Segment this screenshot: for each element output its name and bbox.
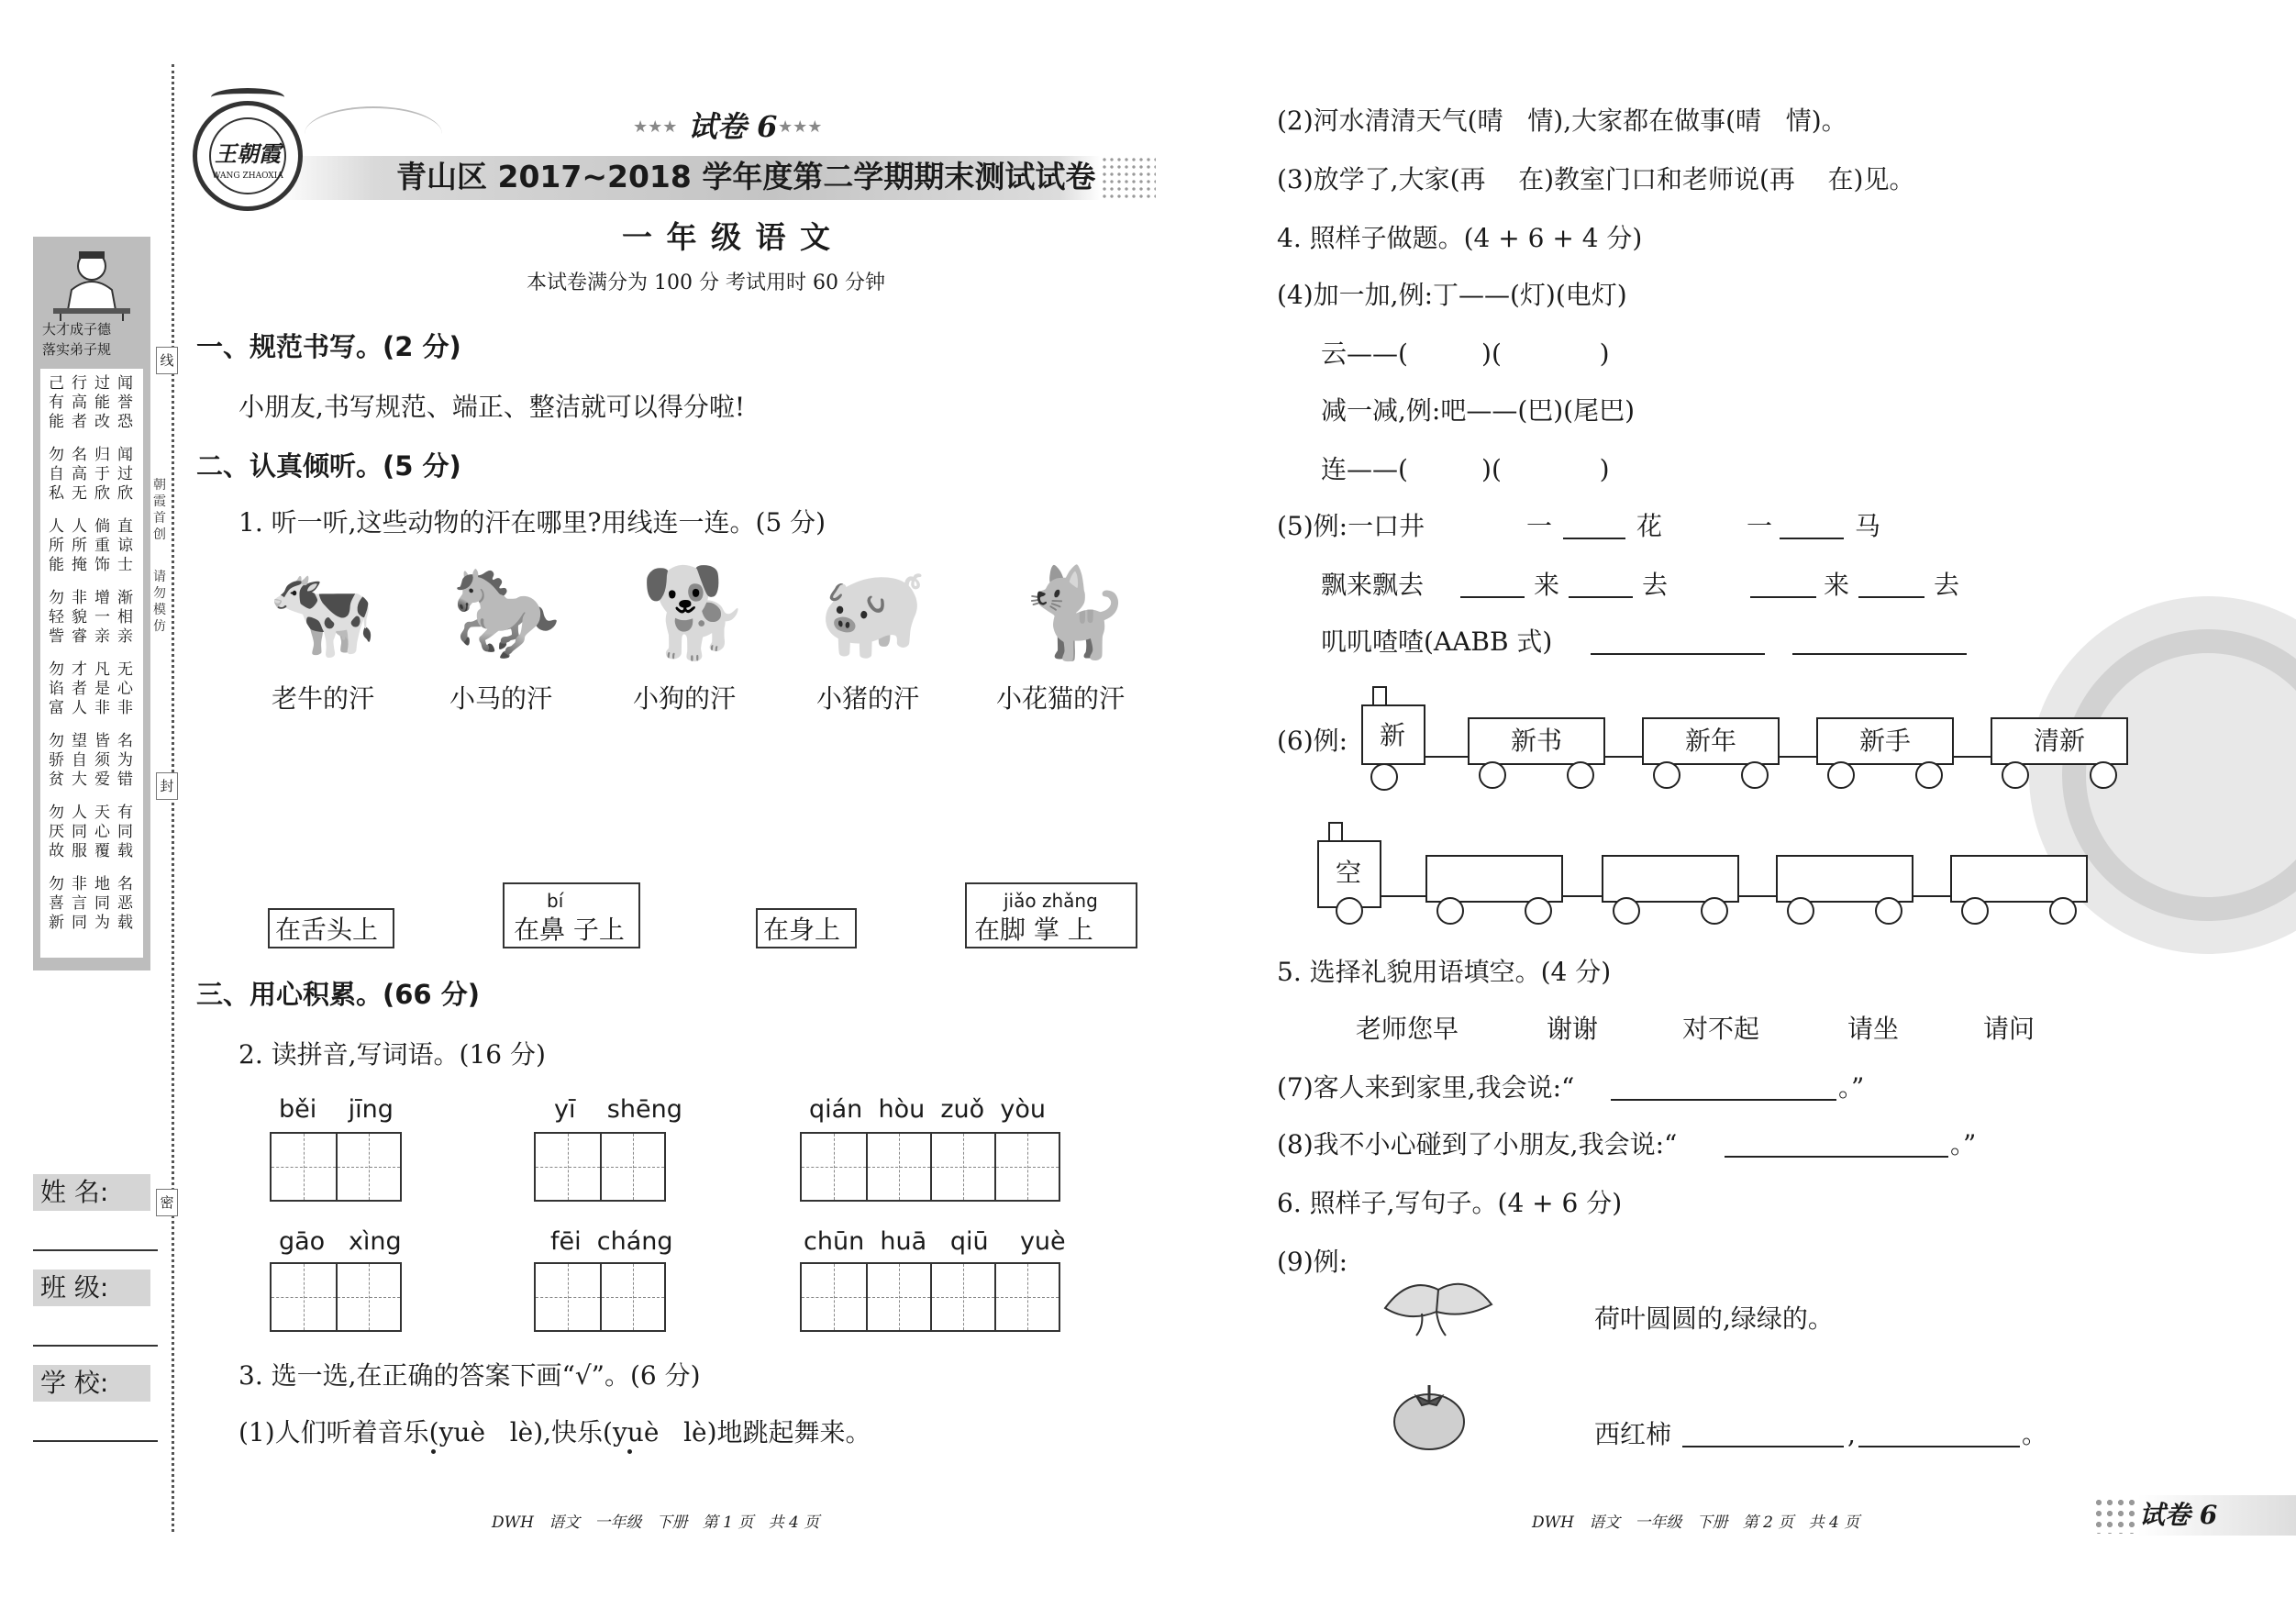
train1-coupler (1780, 756, 1816, 758)
q4-5-blank-c3[interactable] (1750, 596, 1816, 598)
stars-right: ★★★ (778, 117, 823, 137)
q4-6-example: (6)例: (1277, 726, 1348, 756)
q4-5-one-a: 一 (1526, 511, 1553, 541)
train1-wheel (1741, 761, 1769, 789)
part3-q3-3: (3)放学了,大家(再 在)教室门口和老师说(再 在)见。 (1277, 164, 1915, 194)
footer-badge-text: 试卷 6 (2139, 1500, 2218, 1530)
place-paw-pinyin: jiǎo zhǎng (1004, 890, 1098, 912)
q6-task-subject: 西红柿 (1594, 1419, 1672, 1449)
q6-blank-2[interactable] (1858, 1446, 2020, 1447)
q5-7-blank[interactable] (1611, 1099, 1836, 1101)
footer-right: DWH 语文 一年级 下册 第 2 页 共 4 页 (1532, 1514, 1860, 1532)
q4-5-blank-d1[interactable] (1591, 653, 1765, 655)
dizigui-column: 人所掩 (72, 517, 87, 574)
dizigui-column: 闻誉恐 (117, 374, 133, 431)
footer-badge-dots (2093, 1497, 2135, 1534)
write-grid-gaoxing[interactable] (270, 1262, 402, 1332)
part3-q5: 5. 选择礼貌用语填空。(4 分) (1277, 957, 1612, 987)
pinyin-gaoxing: gāo xìng (279, 1227, 402, 1256)
dizigui-column: 增一亲 (94, 589, 110, 646)
q5-8-end: 。” (1950, 1129, 1977, 1159)
train2-wheel (1613, 897, 1640, 925)
q4-5-blank-d2[interactable] (1792, 653, 1967, 655)
school-field[interactable] (33, 1440, 158, 1442)
q5-8-text: (8)我不小心碰到了小朋友,我会说:“ (1277, 1129, 1678, 1159)
write-grid-yisheng[interactable] (534, 1132, 666, 1202)
train2-car-2[interactable] (1602, 855, 1739, 903)
stars-left: ★★★ (633, 117, 678, 137)
train1-chimney (1372, 686, 1387, 706)
write-grid-feichang[interactable] (534, 1262, 666, 1332)
train1-engine (1361, 704, 1425, 765)
dizigui-column: 倘重饰 (94, 517, 110, 574)
train1-coupler (1954, 756, 1991, 758)
q4-5-blank-b[interactable] (1780, 538, 1844, 539)
train2-engine-text: 空 (1336, 858, 1362, 888)
train2-wheel (1875, 897, 1902, 925)
polite-phrase-1: 老师您早 (1356, 1014, 1459, 1044)
dizigui-column: 凡是非 (94, 660, 110, 717)
class-field[interactable] (33, 1345, 158, 1347)
q6-9-label: (9)例: (1277, 1247, 1348, 1277)
dizigui-column: 归于欣 (94, 446, 110, 503)
logo-subtext: WANG ZHAOXIA (212, 172, 283, 181)
dizigui-column: 望自大 (72, 732, 87, 789)
write-grid-beijing[interactable] (270, 1132, 402, 1202)
train1-car-3: 新手 (1816, 717, 1954, 765)
name-field[interactable] (33, 1249, 158, 1251)
place-body-text: 在身上 (763, 915, 841, 945)
q6-example-sentence: 荷叶圆圆的,绿绿的。 (1594, 1303, 1834, 1334)
part3-q4: 4. 照样子做题。(4 + 6 + 4 分) (1277, 223, 1643, 253)
footer-left: DWH 语文 一年级 下册 第 1 页 共 4 页 (492, 1514, 820, 1532)
train2-wheel (1701, 897, 1728, 925)
part2-heading: 二、认真倾听。(5 分) (196, 450, 461, 482)
train1-coupler (1425, 756, 1468, 758)
q4-5-qu-1: 去 (1642, 570, 1669, 600)
train2-coupler (1739, 895, 1776, 897)
part3-q3: 3. 选一选,在正确的答案下画“√”。(6 分) (238, 1360, 701, 1391)
part3-q3-1: (1)人们听着音乐(yuè lè),快乐(yuè lè)地跳起舞来。 (238, 1417, 871, 1447)
place-tongue[interactable] (268, 908, 394, 948)
place-tongue-text: 在舌头上 (275, 915, 379, 945)
horse-icon: 🐎 (451, 561, 561, 664)
train2-wheel (2049, 897, 2077, 925)
dizigui-column: 名高无 (72, 446, 87, 503)
motto-bottom: 落实弟子规 (42, 341, 112, 358)
train2-chimney (1328, 822, 1343, 842)
pinyin-chunhuaqiuyue: chūn huā qiū yuè (804, 1227, 1066, 1256)
tomato-icon (1391, 1380, 1468, 1453)
train1-wheel (1827, 761, 1855, 789)
train2-car-1[interactable] (1425, 855, 1563, 903)
tag-xian: 线 (156, 347, 178, 374)
q6-comma: , (1847, 1419, 1856, 1449)
part3-heading: 三、用心积累。(66 分) (196, 979, 480, 1010)
dizigui-column: 直谅士 (117, 517, 133, 574)
dizigui-column: 地同为 (94, 875, 110, 932)
dizigui-column: 才者人 (72, 660, 87, 717)
tag-feng: 封 (156, 772, 178, 800)
train2-car-4[interactable] (1950, 855, 2088, 903)
write-grid-chunhuaqiuyue[interactable] (800, 1262, 1060, 1332)
vertical-note-original: 朝霞首创 (153, 478, 166, 542)
dizigui-column: 行高者 (72, 374, 87, 431)
logo-text: 王朝霞 (215, 140, 281, 167)
logo-ribbon (305, 106, 442, 161)
class-label: 班 级: (33, 1270, 150, 1306)
place-paw-text: 在脚 掌 上 (974, 915, 1093, 945)
part1-heading: 一、规范书写。(2 分) (196, 331, 461, 362)
part3-q6: 6. 照样子,写句子。(4 + 6 分) (1277, 1188, 1623, 1218)
q4-5-ma: 马 (1855, 511, 1881, 541)
pinyin-qianhouzuoyou: qián hòu zuǒ yòu (809, 1095, 1046, 1124)
train2-wheel (1787, 897, 1814, 925)
q4-5-lai-2: 来 (1824, 570, 1850, 600)
q4-5-jijizhazha: 叽叽喳喳(AABB 式) (1321, 627, 1553, 657)
vertical-note-copy: 请勿模仿 (153, 570, 166, 634)
part3-q2: 2. 读拼音,写词语。(16 分) (238, 1039, 546, 1070)
train1-wheel (1653, 761, 1680, 789)
q4-5-example: (5)例:一口井 (1277, 511, 1425, 541)
part3-q3-2: (2)河水清清天气(晴 情),大家都在做事(晴 情)。 (1277, 105, 1847, 136)
dizigui-column: 皆须爱 (94, 732, 110, 789)
dizigui-column: 勿厌故 (49, 804, 64, 860)
train1-car-1: 新书 (1468, 717, 1605, 765)
dizigui-column: 过能改 (94, 374, 110, 431)
place-body[interactable] (756, 908, 857, 948)
q4-5-one-b: 一 (1747, 511, 1773, 541)
q4-4-example-b: 减一减,例:吧——(巴)(尾巴) (1321, 395, 1636, 426)
animal-label-horse: 小马的汗 (449, 683, 553, 714)
train2-car-3[interactable] (1776, 855, 1913, 903)
train1-car-2: 新年 (1642, 717, 1780, 765)
pinyin-feichang: fēi cháng (550, 1227, 673, 1256)
emphasis-dot (627, 1449, 632, 1454)
place-paw[interactable] (965, 882, 1137, 948)
tag-mi: 密 (156, 1189, 178, 1216)
q4-5-qu-2: 去 (1934, 570, 1960, 600)
place-nose-pinyin: bí (547, 890, 564, 912)
train1-wheel (1479, 761, 1506, 789)
train1-wheel (2002, 761, 2029, 789)
pinyin-yisheng: yī shēng (554, 1095, 682, 1124)
boy-illustration (44, 246, 139, 321)
polite-phrase-4: 请坐 (1847, 1014, 1900, 1044)
q4-4-task-c: 连——( )( ) (1321, 454, 1610, 484)
q4-5-blank-c1[interactable] (1460, 596, 1525, 598)
lotus-leaf-icon (1372, 1271, 1503, 1337)
q4-5-blank-a[interactable] (1563, 538, 1625, 539)
q5-7-end: 。” (1838, 1072, 1865, 1103)
train2-wheel (1961, 897, 1989, 925)
dizigui-column: 勿轻訾 (49, 589, 64, 646)
train2-coupler (1381, 895, 1425, 897)
dizigui-column: 勿自私 (49, 446, 64, 503)
q4-5-hua: 花 (1636, 511, 1663, 541)
exam-title: 青山区 2017~2018 学年度第二学期期末测试试卷 (396, 159, 1096, 194)
q4-4-task-a: 云——( )( ) (1321, 338, 1610, 369)
part1-text: 小朋友,书写规范、端正、整洁就可以得分啦! (238, 392, 746, 422)
train1-coupler (1605, 756, 1642, 758)
dizigui-column: 己有能 (49, 374, 64, 431)
train1-wheel (2090, 761, 2117, 789)
q4-4-example: (4)加一加,例:丁——(灯)(电灯) (1277, 280, 1627, 310)
q4-5-blank-c2[interactable] (1569, 596, 1633, 598)
q4-5-piaolaipiaoqu: 飘来飘去 (1321, 570, 1425, 600)
train1-wheel (1567, 761, 1594, 789)
q4-5-blank-c4[interactable] (1858, 596, 1924, 598)
subject-title: 一 年 级 语 文 (622, 219, 832, 255)
polite-phrase-5: 请问 (1983, 1014, 2035, 1044)
pig-icon: 🐖 (818, 561, 928, 664)
train1-wheel (1915, 761, 1943, 789)
animal-label-dog: 小狗的汗 (633, 683, 737, 714)
cow-icon: 🐄 (268, 561, 378, 664)
dizigui-column: 勿骄贫 (49, 732, 64, 789)
dizigui-column: 名恶载 (117, 875, 133, 932)
q5-8-blank[interactable] (1725, 1156, 1948, 1158)
dizigui-column: 无心非 (117, 660, 133, 717)
animal-label-cow: 老牛的汗 (272, 683, 375, 714)
dizigui-column: 有同载 (117, 804, 133, 860)
animal-label-cat: 小花猫的汗 (996, 683, 1126, 714)
dizigui-column: 非言同 (72, 875, 87, 932)
polite-phrase-3: 对不起 (1682, 1014, 1760, 1044)
cat-icon: 🐈 (1020, 561, 1130, 664)
dizigui-column: 勿喜新 (49, 875, 64, 932)
exam-meta: 本试卷满分为 100 分 考试用时 60 分钟 (527, 272, 885, 294)
emphasis-dot (431, 1449, 436, 1454)
dog-icon: 🐕 (640, 561, 750, 664)
q5-7-text: (7)客人来到家里,我会说:“ (1277, 1072, 1575, 1103)
motto-top: 大才成子德 (42, 321, 112, 338)
place-nose-text: 在鼻 子上 (514, 915, 625, 945)
train2-coupler (1563, 895, 1602, 897)
school-label: 学 校: (33, 1365, 150, 1402)
train2-engine-wheel (1336, 897, 1363, 925)
q6-blank-1[interactable] (1682, 1446, 1844, 1447)
animal-label-pig: 小猪的汗 (816, 683, 920, 714)
train2-wheel (1525, 897, 1552, 925)
dizigui-column: 渐相亲 (117, 589, 133, 646)
dizigui-column: 天心覆 (94, 804, 110, 860)
dizigui-column: 非貌睿 (72, 589, 87, 646)
train1-car-4: 清新 (1991, 717, 2128, 765)
part2-q1: 1. 听一听,这些动物的汗在哪里?用线连一连。(5 分) (238, 507, 826, 538)
pinyin-beijing: běi jīng (279, 1095, 394, 1124)
train1-engine-text: 新 (1380, 720, 1406, 750)
write-grid-qianhouzuoyou[interactable] (800, 1132, 1060, 1202)
train2-wheel (1436, 897, 1464, 925)
dizigui-column: 人同服 (72, 804, 87, 860)
dizigui-column: 人所能 (49, 517, 64, 574)
name-label: 姓 名: (33, 1174, 150, 1211)
train1-engine-wheel (1370, 763, 1398, 791)
dizigui-column: 勿谄富 (49, 660, 64, 717)
dizigui-column: 闻过欣 (117, 446, 133, 503)
train2-coupler (1913, 895, 1950, 897)
polite-phrase-2: 谢谢 (1547, 1014, 1599, 1044)
q6-end: 。 (2022, 1419, 2048, 1449)
q4-5-lai-1: 来 (1534, 570, 1560, 600)
dizigui-column: 名为错 (117, 732, 133, 789)
title-bar-dots (1101, 156, 1156, 200)
series-label: 试卷 6 (688, 109, 778, 144)
place-nose[interactable] (503, 882, 640, 948)
